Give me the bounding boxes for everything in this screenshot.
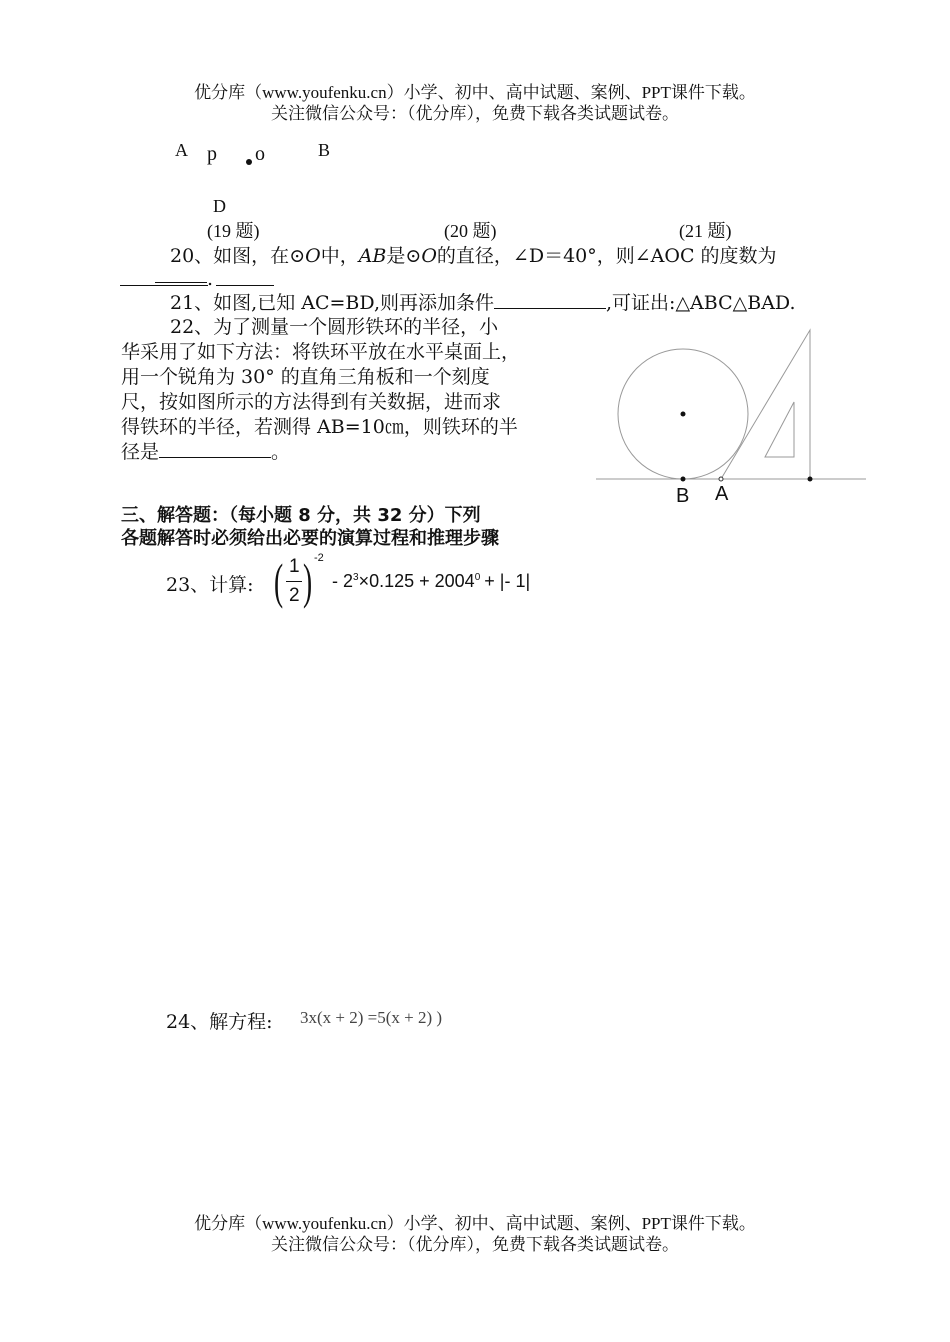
q22-figure [594, 324, 870, 514]
q20-blank-tail [216, 285, 274, 286]
q22-line-4: 尺，按如图所示的方法得到有关数据，进而求 [121, 391, 502, 413]
header-line-1: 优分库（www.youfenku.cn）小学、初中、高中试题、案例、PPT课件下载。 [194, 83, 756, 102]
ruler-end-dot [808, 477, 813, 482]
fig19-label-p: p [207, 143, 217, 165]
header-line-2: 关注微信公众号：（优分库），免费下载各类试题试卷。 [271, 104, 679, 123]
q23-exponent-neg2: -2 [314, 552, 324, 564]
q22-answer-blank[interactable] [159, 439, 271, 458]
caption-19: (19 题) [207, 221, 260, 241]
point-a-dot [719, 477, 723, 481]
fraction-bar [286, 581, 302, 582]
q21-answer-blank[interactable] [494, 290, 606, 309]
fig19-label-a: A [175, 140, 188, 160]
q22-line-6: 径是 。 [121, 441, 291, 463]
fraction-numerator: 1 [289, 556, 300, 577]
section-3-heading: 三、解答题：（每小题 8 分，共 32 分）下列 [121, 505, 481, 526]
fig22-label-a: A [715, 483, 729, 505]
footer-line-2: 关注微信公众号：（优分库），免费下载各类试题试卷。 [271, 1235, 679, 1254]
q24-equation: 3x(x + 2) =5(x + 2) ) [300, 1008, 443, 1027]
q22-line-1: 22、为了测量一个圆形铁环的半径，小 [170, 316, 499, 338]
caption-20: (20 题) [444, 221, 497, 241]
point-b-dot [681, 477, 686, 482]
fraction-denominator: 2 [289, 585, 300, 606]
question-21: 21、如图,已知 AC=BD,则再添加条件 ,可证出:△ABC△BAD. [170, 292, 796, 314]
q20-blank-bold [155, 282, 207, 283]
footer-line-1: 优分库（www.youfenku.cn）小学、初中、高中试题、案例、PPT课件下载。 [194, 1214, 756, 1233]
question-24-label: 24、解方程: [166, 1011, 273, 1033]
q20-answer-blank[interactable] [120, 285, 208, 286]
section-3-instruction: 各题解答时必须给出必要的演算过程和推理步骤 [121, 528, 499, 549]
fig22-label-b: B [676, 485, 690, 507]
q22-line-5: 得铁环的半径，若测得 AB=10㎝，则铁环的半 [121, 416, 518, 438]
q22-line-2: 华采用了如下方法：将铁环平放在水平桌面上， [121, 341, 521, 363]
fig19-center-dot [246, 159, 252, 165]
fig19-label-d: D [213, 196, 226, 216]
question-23-label: 23、计算: [166, 574, 254, 596]
q23-fraction: ( 1 2 ) [274, 553, 313, 609]
caption-21: (21 题) [679, 221, 732, 241]
fig19-label-o: o [255, 143, 265, 165]
question-20: 20、如图，在⊙O中，AB是⊙O的直径，∠D＝40°，则∠AOC 的度数为 [170, 245, 777, 267]
q20-dot: . [207, 268, 214, 290]
triangle-ruler-inner [765, 402, 794, 457]
ring-center-dot [681, 412, 686, 417]
q22-line-3: 用一个锐角为 30° 的直角三角板和一个刻度 [121, 366, 490, 388]
q23-expression: - $2^3\times 0.125 + 2004^0$ + |- 1| [332, 571, 531, 591]
fig19-label-b: B [318, 140, 331, 160]
